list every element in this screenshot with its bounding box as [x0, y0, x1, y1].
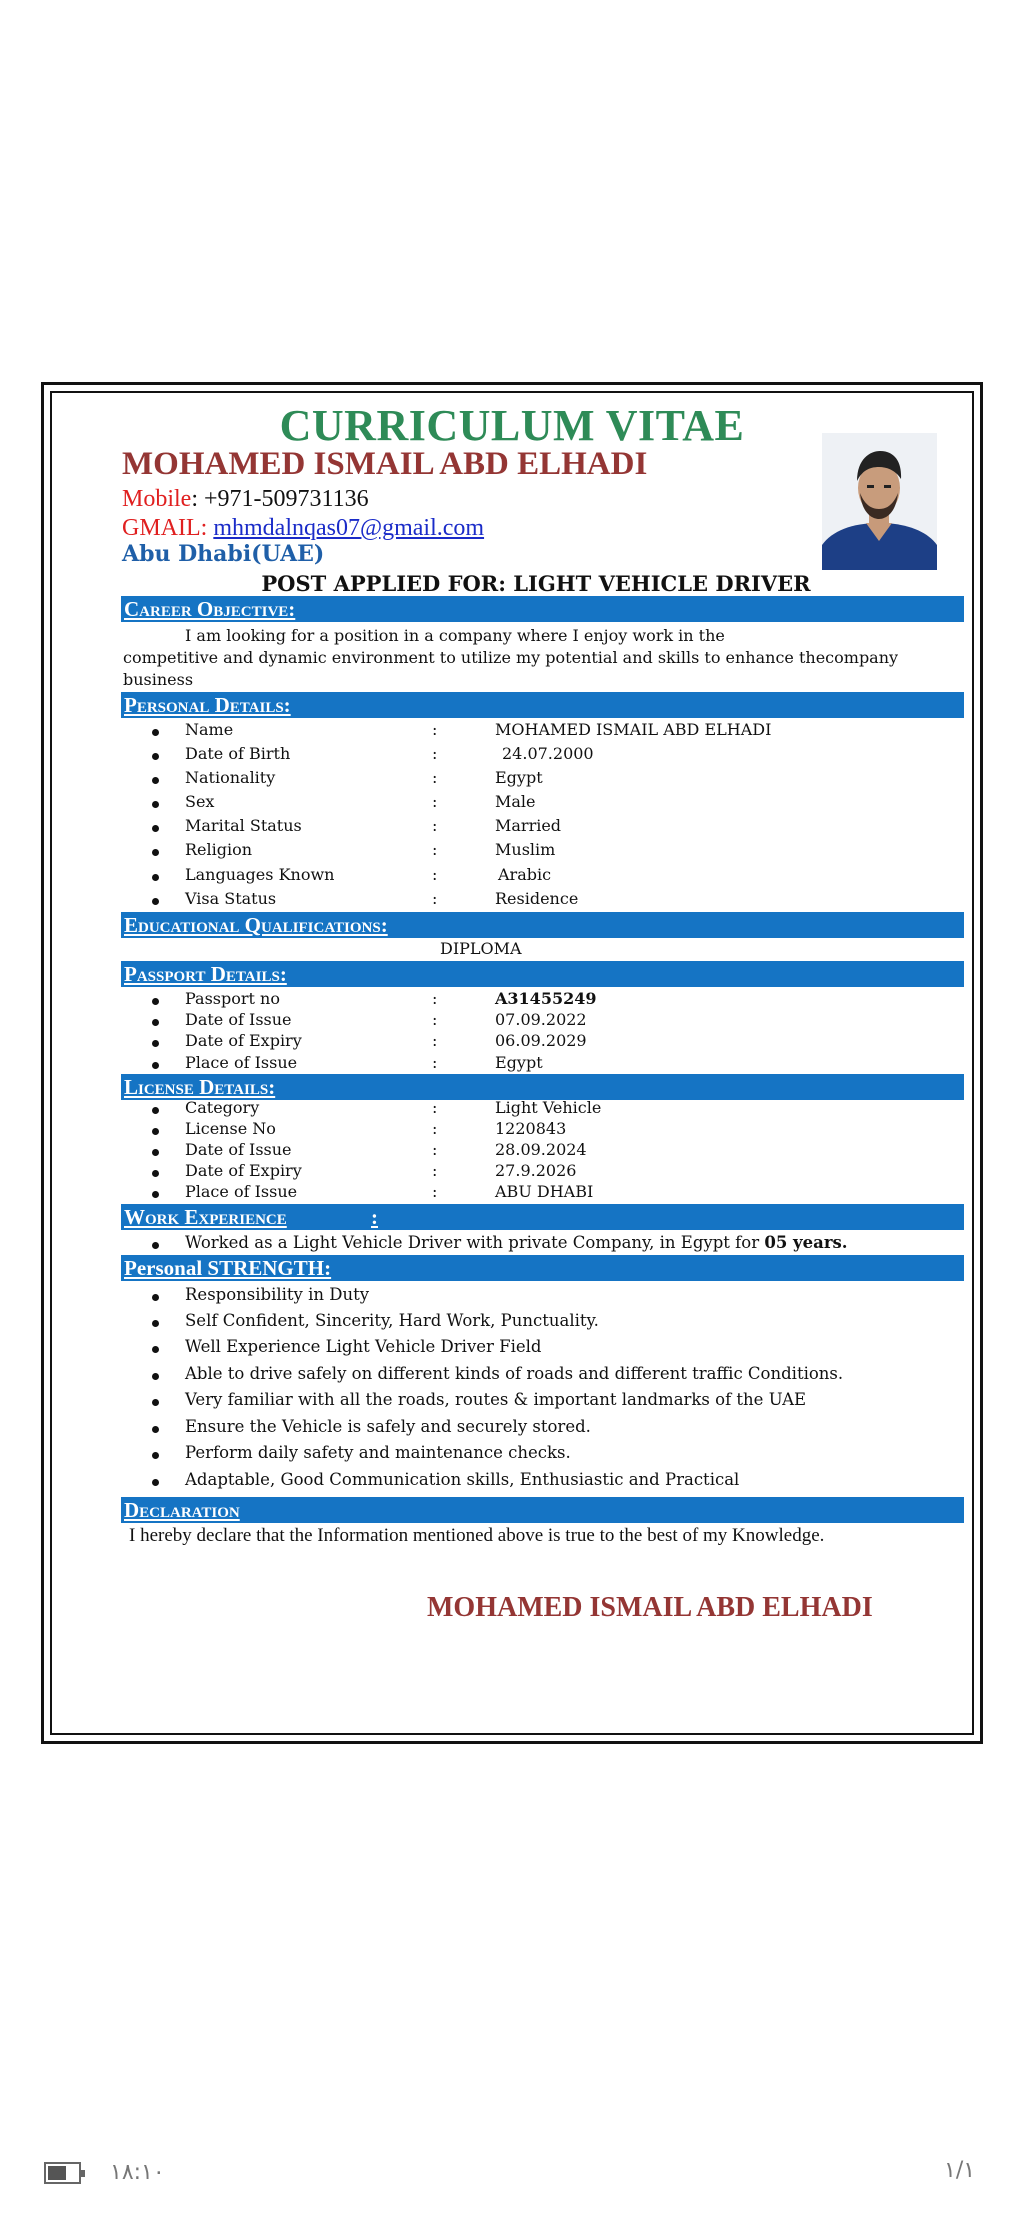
status-time: ١٨:١٠ [110, 2160, 165, 2185]
license-row: Category : Light Vehicle [0, 1098, 1024, 1120]
mobile-line [122, 486, 369, 513]
email-link[interactable]: mhmdalnqas07@gmail.com [213, 515, 485, 541]
personal-details-heading: Personal Details: [121, 692, 964, 718]
personal-row: Languages Known : Arabic [0, 865, 1024, 887]
strength-item: Adaptable, Good Communication skills, Enthusiastic and Practical [0, 1470, 1024, 1492]
strength-item: Very familiar with all the roads, routes & important landmarks of the UAE [0, 1390, 1024, 1412]
work-experience-heading: Work Experience : [121, 1204, 964, 1230]
education-value: DIPLOMA [440, 939, 522, 958]
mobile-value: : +971-509731136 [191, 486, 369, 512]
gmail-separator: : [200, 515, 214, 541]
career-line-2: competitive and dynamic environment to utilize my potential and skills to enhance thecompany [123, 648, 899, 667]
declaration-text: I hereby declare that the Information mentioned above is true to the best of my Knowledge. [129, 1525, 825, 1546]
education-heading: Educational Qualifications: [121, 912, 964, 938]
city: Abu Dhabi(UAE) [122, 541, 325, 567]
strength-item: Able to drive safely on different kinds of roads and different traffic Conditions. [0, 1364, 1024, 1386]
passport-row: Date of Issue : 07.09.2022 [0, 1010, 1024, 1032]
passport-row: Place of Issue : Egypt [0, 1053, 1024, 1075]
career-objective-heading: Career Objective: [121, 596, 964, 622]
strength-item: Self Confident, Sincerity, Hard Work, Punctuality. [0, 1311, 1024, 1333]
mobile-label: Mobile [122, 486, 192, 512]
license-heading: License Details: [121, 1074, 964, 1100]
gmail-line [122, 515, 484, 542]
personal-row: Sex : Male [0, 792, 1024, 814]
personal-row: Religion : Muslim [0, 840, 1024, 862]
gmail-label: GMAIL [122, 515, 201, 541]
passport-row: Passport no : A31455249 [0, 989, 1024, 1011]
career-line-1: I am looking for a position in a company where I enjoy work in the [185, 626, 725, 645]
career-line-3: business [123, 670, 194, 689]
signature-name: MOHAMED ISMAIL ABD ELHADI [427, 1592, 873, 1623]
work-item: Worked as a Light Vehicle Driver with private Company, in Egypt for 05 years. [0, 1233, 1024, 1255]
passport-row: Date of Expiry : 06.09.2029 [0, 1031, 1024, 1053]
page-indicator: ١/١ [944, 2158, 976, 2183]
candidate-name: MOHAMED ISMAIL ABD ELHADI [122, 446, 648, 482]
personal-row: Visa Status : Residence [0, 889, 1024, 911]
strength-item: Responsibility in Duty [0, 1285, 1024, 1307]
passport-heading: Passport Details: [121, 961, 964, 987]
personal-row: Marital Status : Married [0, 816, 1024, 838]
personal-row: Name : MOHAMED ISMAIL ABD ELHADI [0, 720, 1024, 742]
strength-item: Perform daily safety and maintenance checks. [0, 1443, 1024, 1465]
strength-item: Well Experience Light Vehicle Driver Field [0, 1337, 1024, 1359]
post-applied: POST APPLIED FOR: LIGHT VEHICLE DRIVER [261, 571, 811, 596]
declaration-heading: Declaration [121, 1497, 964, 1523]
cv-title: CURRICULUM VITAE [279, 401, 745, 450]
personal-strength-heading: Personal STRENGTH: [121, 1255, 964, 1281]
battery-icon [44, 2162, 81, 2184]
license-row: Date of Expiry : 27.9.2026 [0, 1161, 1024, 1183]
strength-item: Ensure the Vehicle is safely and securely stored. [0, 1417, 1024, 1439]
license-row: Date of Issue : 28.09.2024 [0, 1140, 1024, 1162]
profile-photo [822, 433, 937, 570]
personal-row: Date of Birth : 24.07.2000 [0, 744, 1024, 766]
license-row: License No : 1220843 [0, 1119, 1024, 1141]
license-row: Place of Issue : ABU DHABI [0, 1182, 1024, 1204]
personal-row: Nationality : Egypt [0, 768, 1024, 790]
